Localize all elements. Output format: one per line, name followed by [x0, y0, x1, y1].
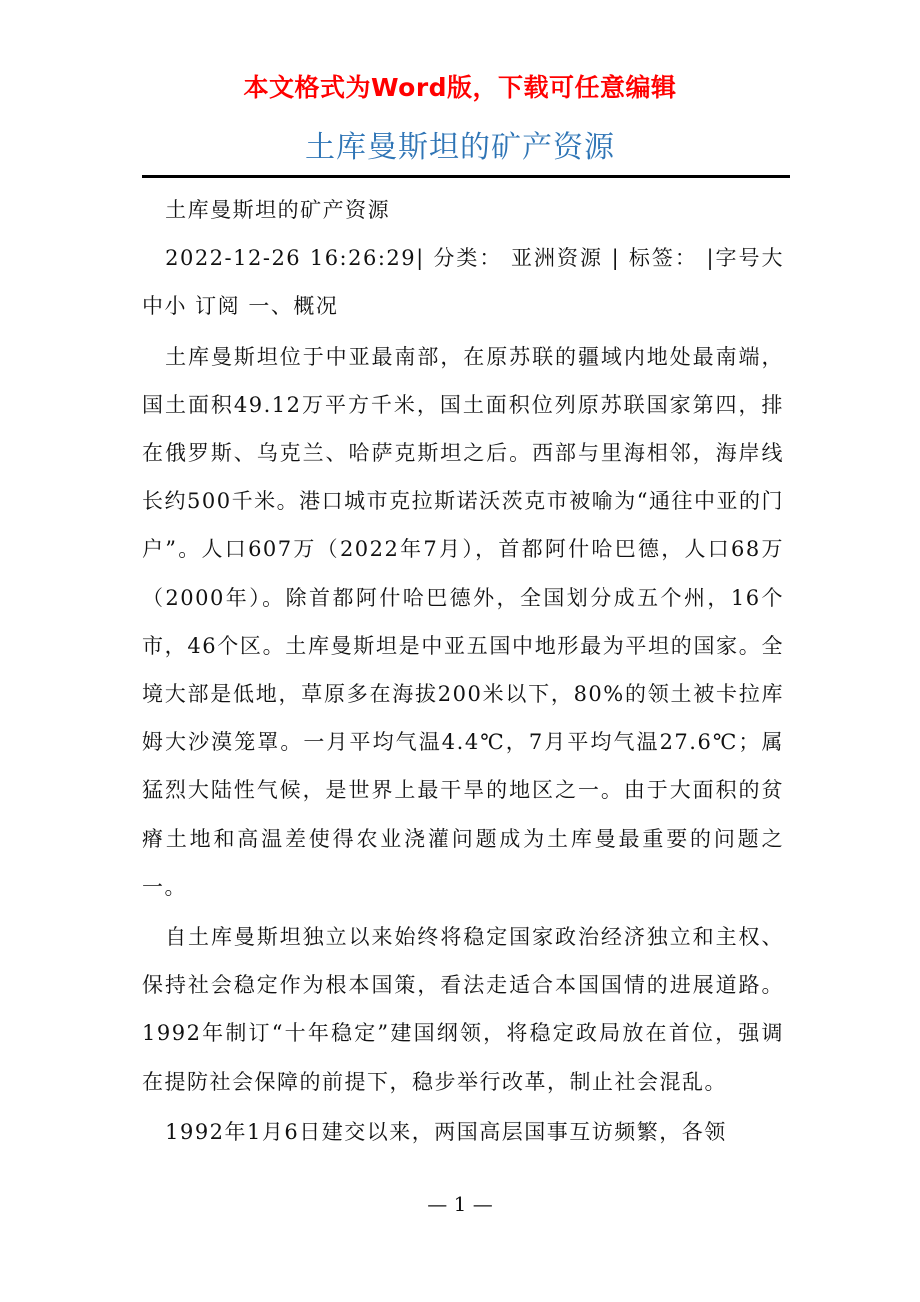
paragraph: 1992年1月6日建交以来，两国高层国事互访频繁，各领 [165, 1119, 727, 1144]
page-title: 土库曼斯坦的矿产资源 [305, 130, 615, 165]
paragraph: 自土库曼斯坦独立以来始终将稳定国家政治经济独立和主权、保持社会稳定作为根本国策，看法走适合本国国情的进展道路。1992年制订“十年稳定”建国纲领，将稳定政局放在首位，强调在提防社会保障的前提下，稳步举行改革，制止社会混乱。 [142, 925, 784, 1094]
article-meta-line: 2022-12-26 16:26:29| 分类： 亚洲资源 | 标签： |字号大中小 订阅 一、概况 [142, 246, 784, 319]
paragraph: 土库曼斯坦位于中亚最南部，在原苏联的疆域内地处最南端，国土面积49.12万平方千米，国土面积位列原苏联国家第四，排在俄罗斯、乌克兰、哈萨克斯坦之后。西部与里海相邻，海岸线长约500千米。港口城市克拉斯诺沃茨克市被喻为“通往中亚的门户”。人口607万（2022年7月），首都阿什哈巴德，人口68万（2000年）。除首都阿什哈巴德外，全国划分成五个州，16个市，46个区。土库曼斯坦是中亚五国中地形最为平坦的国家。全境大部是低地，草原多在海拔200米以下，80%的领土被卡拉库姆大沙漠笼罩。一月平均气温4.4℃，7月平均气温27.6℃；属猛烈大陆性气候，是世界上最干旱的地区之一。由于大面积的贫瘠土地和高温差使得农业浇灌问题成为土库曼最重要的问题之一。 [142, 344, 784, 899]
article-subtitle: 土库曼斯坦的矿产资源 [165, 198, 391, 222]
page-number: — 1 — [427, 1192, 493, 1216]
word-format-banner: 本文格式为Word版，下载可任意编辑 [243, 73, 677, 102]
title-divider [142, 175, 790, 178]
document-body [142, 186, 784, 1156]
